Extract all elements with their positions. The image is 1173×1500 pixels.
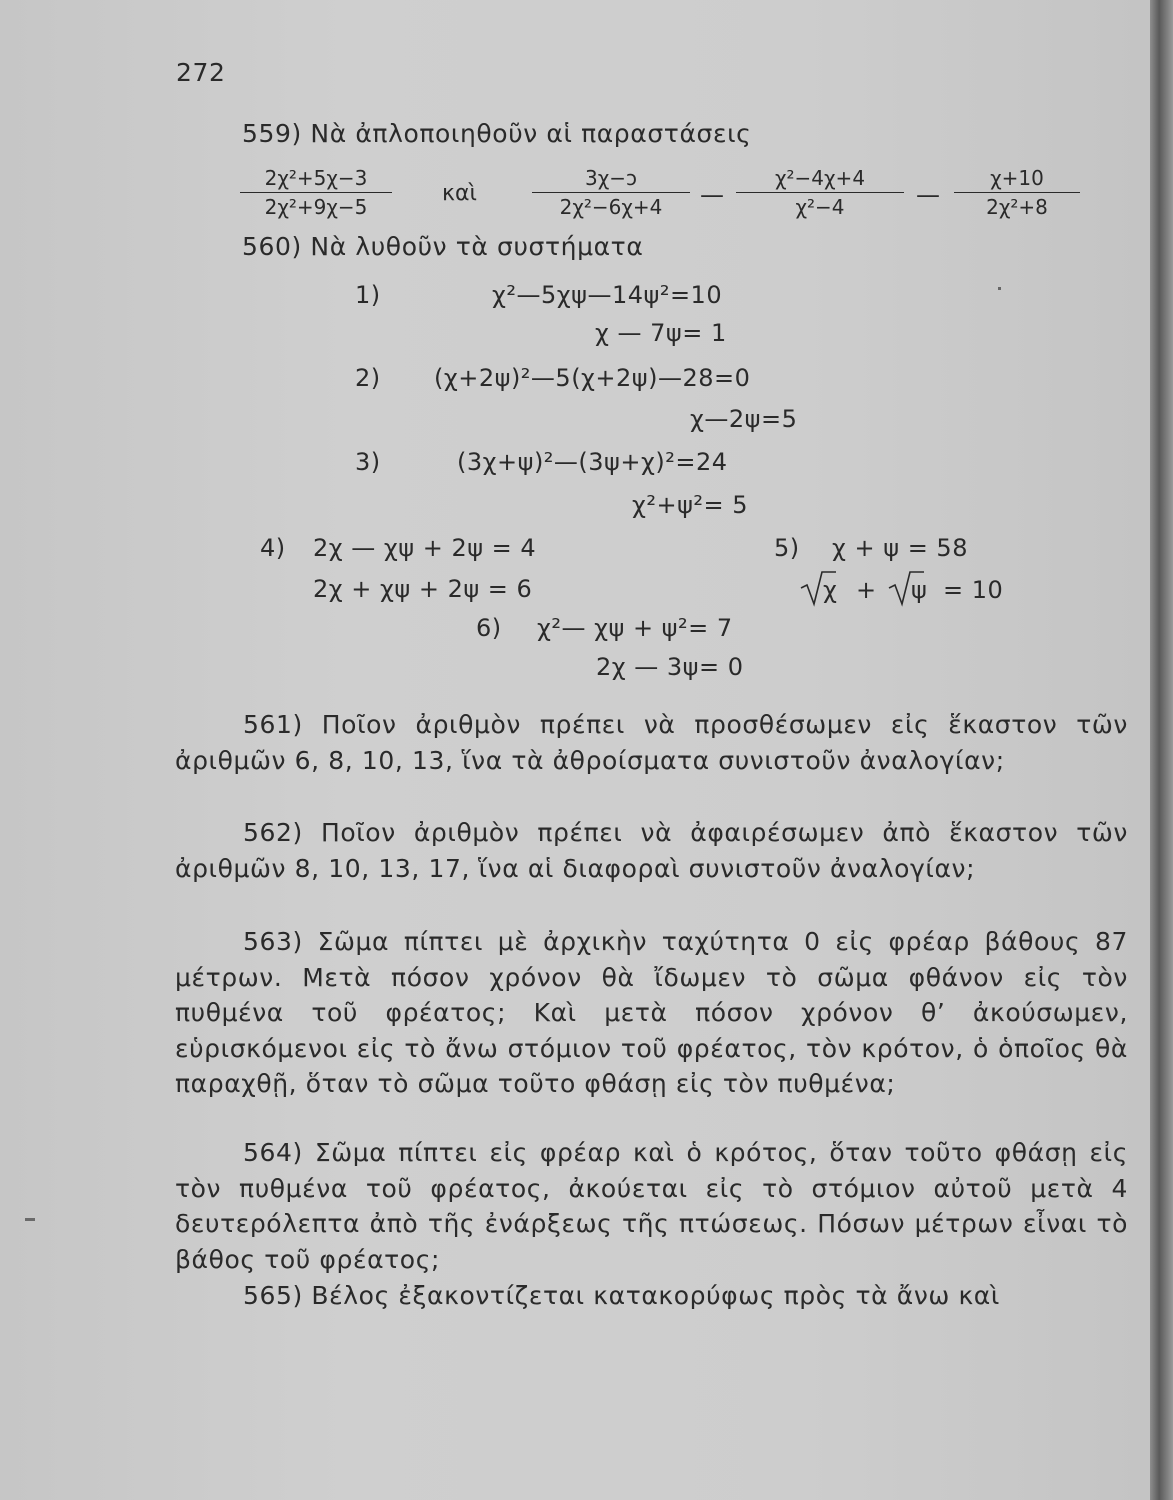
plus-sign: + <box>856 576 877 604</box>
exercise-559-heading: 559) Νὰ ἀπλοποιηθοῦν αἱ παραστάσεις <box>242 119 752 148</box>
radicand-psi: ψ <box>911 576 928 604</box>
fraction-2-numerator: 3χ−ɔ <box>532 166 690 193</box>
system-5-label: 5) <box>774 534 800 562</box>
fraction-3-numerator: χ²−4χ+4 <box>736 166 904 193</box>
fraction-3-denominator: χ²−4 <box>795 195 845 219</box>
system-2-label: 2) <box>355 364 381 392</box>
system-5-rhs: = 10 <box>943 576 1004 604</box>
exercise-564: 564) Σῶμα πίπτει εἰς φρέαρ καὶ ὁ κρότος, ὅταν τοῦτο φθάσῃ εἰς τὸν πυθμένα τοῦ φρέατος, ἀκούεται εἰς τὸ στόμιον αὐτοῦ μετὰ 4 δευτερόλεπτα ἀπὸ τῆς ἐνάρξεως τῆς πτώσεως. Πόσων μέτρων εἶναι τὸ βάθος τοῦ φρέατος; <box>175 1138 1128 1274</box>
fraction-1-numerator: 2χ²+5χ−3 <box>240 166 392 193</box>
margin-mark <box>25 1218 35 1221</box>
fraction-2 <box>532 166 690 219</box>
fraction-3 <box>736 166 904 219</box>
system-3-label: 3) <box>355 448 381 476</box>
system-6-label: 6) <box>476 614 502 642</box>
fraction-1-denominator: 2χ²+9χ−5 <box>264 195 368 219</box>
fraction-2-denominator: 2χ²−6χ+4 <box>559 195 663 219</box>
system-6-equation-2: 2χ — 3ψ= 0 <box>596 653 744 681</box>
minus-sign-1: — <box>700 181 724 209</box>
system-4-label: 4) <box>260 534 286 562</box>
system-1-equation-1: χ²—5χψ—14ψ²=10 <box>492 281 723 309</box>
system-2-equation-2: χ—2ψ=5 <box>690 405 798 433</box>
system-5-equation-2 <box>800 570 1050 610</box>
fraction-4 <box>954 166 1080 219</box>
fraction-4-numerator: χ+10 <box>954 166 1080 193</box>
exercise-563: 563) Σῶμα πίπτει μὲ ἀρχικὴν ταχύτητα 0 εἰς φρέαρ βάθους 87 μέτρων. Μετὰ πόσον χρόνον θὰ ἴδωμεν τὸ σῶμα φθάνον εἰς τὸν πυθμένα τοῦ φρέατος; Καὶ μετὰ πόσον χρόνον θ’ ἀκούσωμεν, εὑρισκόμενοι εἰς τὸ ἄνω στόμιον τοῦ φρέατος, τὸν κρότον, ὁ ὁποῖος θὰ παραχθῇ, ὅταν τὸ σῶμα τοῦτο φθάσῃ εἰς τὸν πυθμένα; <box>175 927 1128 1098</box>
system-6-equation-1: χ²— χψ + ψ²= 7 <box>537 614 733 642</box>
word-kai: καὶ <box>442 181 477 206</box>
exercise-560-heading: 560) Νὰ λυθοῦν τὰ συστήματα <box>242 232 644 261</box>
fraction-1 <box>240 166 392 219</box>
page-number: 272 <box>176 58 226 87</box>
fraction-4-denominator: 2χ²+8 <box>986 195 1048 219</box>
system-1-equation-2: χ — 7ψ= 1 <box>595 319 727 347</box>
system-1-label: 1) <box>355 281 381 309</box>
system-2-equation-1: (χ+2ψ)²—5(χ+2ψ)—28=0 <box>434 364 751 392</box>
minus-sign-2: — <box>916 181 940 209</box>
paper-speck <box>998 287 1001 290</box>
book-spine <box>1150 0 1173 1500</box>
system-4-equation-1: 2χ — χψ + 2ψ = 4 <box>313 534 537 562</box>
system-4-equation-2: 2χ + χψ + 2ψ = 6 <box>313 575 533 603</box>
system-3-equation-2: χ²+ψ²= 5 <box>632 491 749 519</box>
system-3-equation-1: (3χ+ψ)²—(3ψ+χ)²=24 <box>457 448 728 476</box>
exercise-565: 565) Βέλος ἐξακοντίζεται κατακορύφως πρὸς τὰ ἄνω καὶ <box>243 1281 1000 1310</box>
exercise-562: 562) Ποῖον ἀριθμὸν πρέπει νὰ ἀφαιρέσωμεν ἀπὸ ἕκαστον τῶν ἀριθμῶν 8, 10, 13, 17, ἵνα αἱ διαφοραὶ συνιστοῦν ἀναλογίαν; <box>175 818 1128 883</box>
radicand-x: χ <box>823 576 838 604</box>
system-5-equation-1: χ + ψ = 58 <box>832 534 968 562</box>
exercise-561: 561) Ποῖον ἀριθμὸν πρέπει νὰ προσθέσωμεν εἰς ἕκαστον τῶν ἀριθμῶν 6, 8, 10, 13, ἵνα τὰ ἀθροίσματα συνιστοῦν ἀναλογίαν; <box>175 710 1128 775</box>
